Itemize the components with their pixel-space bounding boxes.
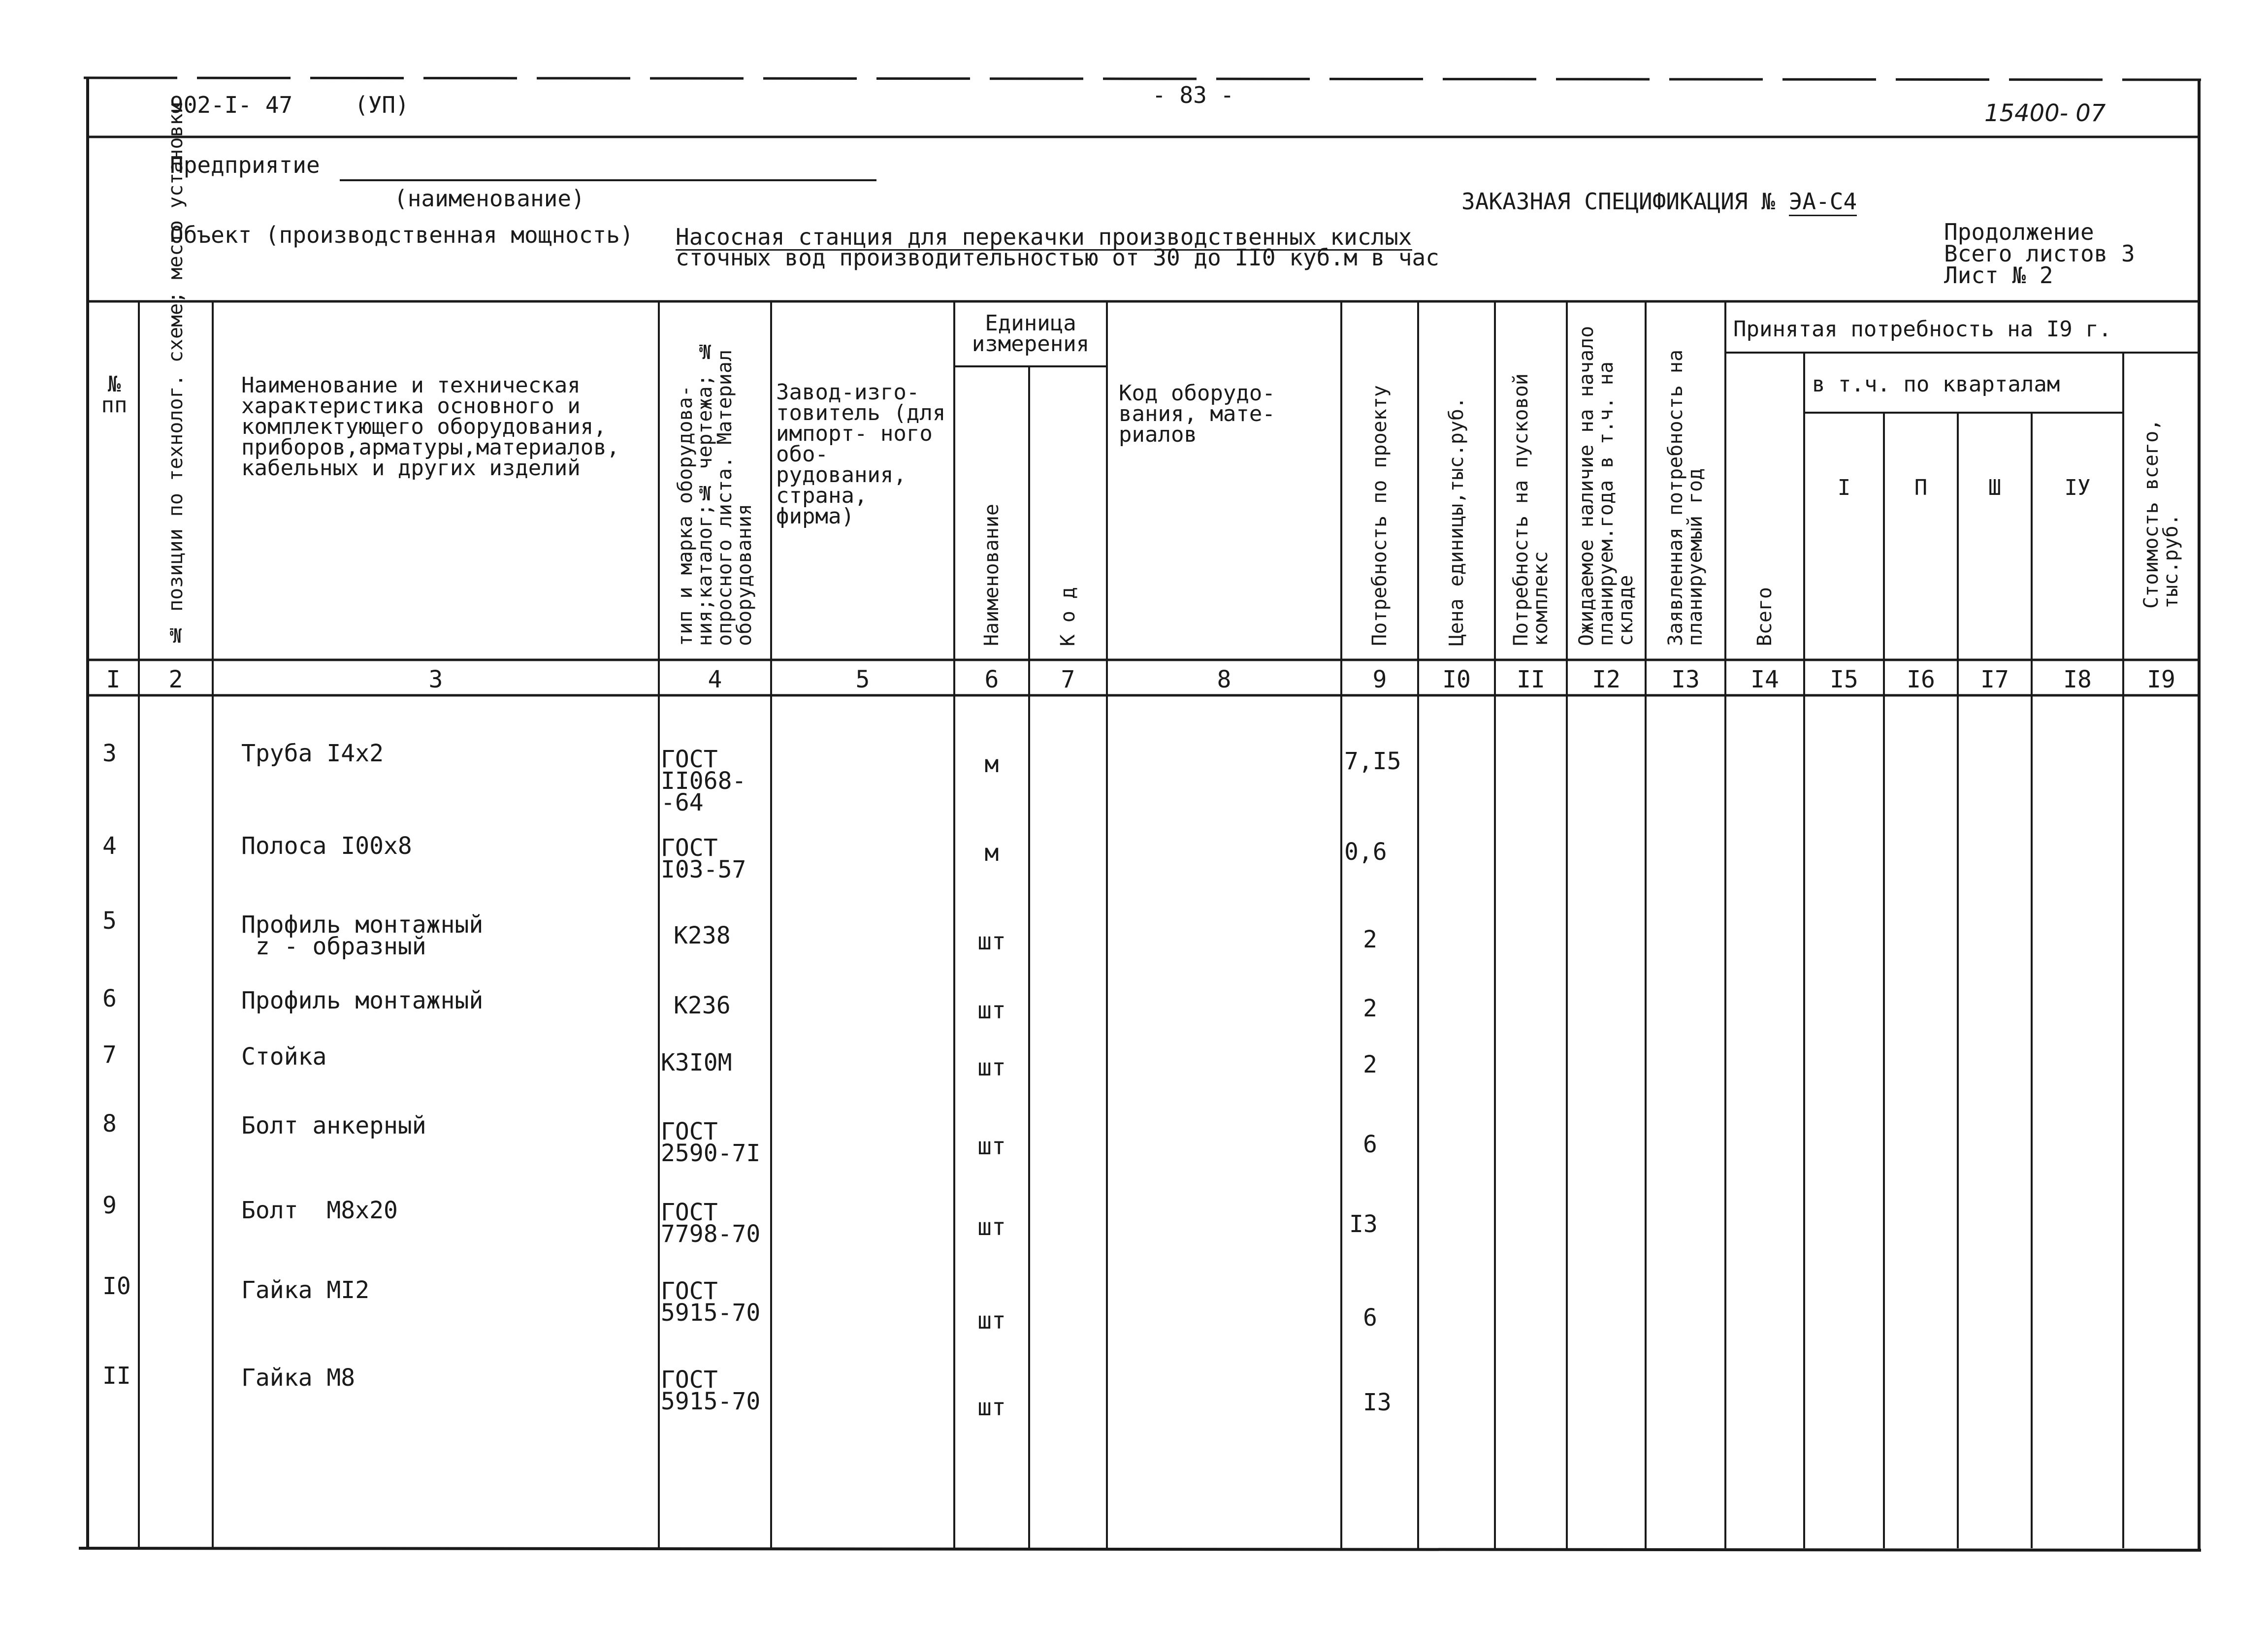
row-unit: шт (977, 997, 1006, 1024)
row-item-name: Полоса I00x8 (241, 832, 412, 860)
header-equipment-code: Код оборудо- вания, мате- риалов (1119, 381, 1275, 447)
row-quantity: 6 (1363, 1131, 1377, 1158)
row-type-brand: ГОСТ I03-57 (661, 834, 746, 883)
header-startup-need: Потребность на пусковой комплекс (1510, 373, 1552, 646)
object-label: Объект (производственная мощность) (170, 222, 634, 248)
row-unit: шт (977, 1133, 1006, 1160)
row-unit: шт (977, 1213, 1006, 1241)
row-quantity: I3 (1349, 1210, 1378, 1238)
row-unit: шт (977, 1307, 1006, 1335)
header-accepted-group: Принятая потребность на I9 г. (1733, 317, 2112, 342)
column-number-1: I (106, 666, 121, 693)
spec-number: ЭА-С4 (1789, 188, 1857, 216)
enterprise-name-line (340, 179, 876, 181)
row-number: I0 (102, 1272, 131, 1300)
row-unit: шт (977, 1394, 1006, 1421)
column-number-9: 9 (1372, 666, 1387, 693)
row-quantity: 7,I5 (1344, 748, 1401, 775)
column-number-8: 8 (1217, 666, 1231, 693)
row-item-name: Труба I4x2 (241, 740, 384, 767)
row-quantity: 0,6 (1344, 838, 1387, 866)
row-type-brand: ГОСТ 2590-7I (661, 1118, 761, 1167)
row-quantity: 2 (1363, 995, 1377, 1022)
row-unit: шт (977, 928, 1006, 955)
column-number-12: I2 (1592, 666, 1620, 693)
row-number: II (102, 1362, 131, 1390)
column-number-18: I8 (2063, 666, 2092, 693)
header-unit-price: Цена единицы,тыс.руб. (1445, 397, 1468, 646)
column-number-2: 2 (168, 666, 183, 693)
column-number-11: II (1517, 666, 1545, 693)
row-quantity: 2 (1363, 1051, 1377, 1078)
row-number: 9 (102, 1192, 117, 1219)
row-number: 6 (102, 985, 117, 1012)
column-number-10: I0 (1442, 666, 1471, 693)
page-number: - 83 - (1152, 82, 1234, 108)
column-number-7: 7 (1061, 666, 1075, 693)
row-type-brand: ГОСТ 5915-70 (661, 1366, 761, 1415)
continuation-label: Продолжение (1944, 219, 2094, 245)
header-unit-code: К о д (1057, 586, 1079, 646)
column-number-16: I6 (1907, 666, 1935, 693)
document-code: 902-I- 47 (170, 92, 293, 118)
header-declared-need: Заявленная потребность на планируемый год (1664, 349, 1707, 646)
row-item-name: Гайка МI2 (241, 1276, 370, 1304)
header-unit-name: Наименование (980, 504, 1003, 646)
row-number: 7 (102, 1041, 117, 1069)
inventory-number: 15400- 07 (1984, 99, 2106, 127)
total-sheets: Всего листов 3 (1944, 240, 2135, 267)
row-unit: м (984, 750, 999, 778)
column-number-3: 3 (428, 666, 443, 693)
row-number: 4 (102, 832, 117, 860)
row-item-name: Профиль монтажный z - образный (241, 911, 484, 960)
row-type-brand: ГОСТ 7798-70 (661, 1199, 761, 1248)
header-row-number: № пп (101, 372, 128, 418)
row-type-brand: ГОСТ II068- -64 (661, 746, 746, 816)
header-position: № позиции по технолог. схеме; место установки (164, 101, 187, 646)
header-total-cost: Стоимость всего, тыс.руб. (2140, 419, 2182, 609)
header-quarter-3: Ш (1988, 475, 2002, 500)
column-number-6: 6 (984, 666, 999, 693)
header-quarters-group: в т.ч. по кварталам (1812, 372, 2060, 397)
row-number: 3 (102, 740, 117, 767)
row-type-brand: К236 (674, 992, 731, 1019)
header-quarter-2: П (1914, 475, 1928, 500)
header-quarter-1: I (1837, 475, 1851, 500)
row-type-brand: К3I0М (661, 1049, 732, 1076)
row-item-name: Стойка (241, 1043, 327, 1071)
header-unit-group: Единица измерения (972, 311, 1090, 357)
column-number-13: I3 (1671, 666, 1700, 693)
row-item-name: Профиль монтажный (241, 987, 484, 1014)
column-number-19: I9 (2147, 666, 2175, 693)
row-quantity: 2 (1363, 926, 1377, 953)
column-number-4: 4 (708, 666, 722, 693)
object-name-line1: Насосная станция для перекачки производственных кислых (676, 224, 1412, 250)
row-number: 8 (102, 1110, 117, 1138)
column-number-17: I7 (1980, 666, 2009, 693)
header-total: Всего (1753, 586, 1776, 646)
album-number: (УП) (355, 92, 409, 118)
header-expected-stock: Ожидаемое наличие на начало планируем.года в т.ч. на складе (1575, 326, 1637, 646)
row-item-name: Болт анкерный (241, 1112, 426, 1140)
row-quantity: 6 (1363, 1304, 1377, 1332)
header-item-name: Наименование и техническая характеристика основного и комплектующего оборудования, приборов,арматуры,материалов, кабельных и других изделий (241, 373, 620, 481)
sheet-number: Лист № 2 (1944, 262, 2053, 289)
column-number-5: 5 (855, 666, 870, 693)
enterprise-name-hint: (наименование) (394, 185, 585, 212)
row-unit: шт (977, 1054, 1006, 1081)
column-number-15: I5 (1830, 666, 1858, 693)
column-number-14: I4 (1750, 666, 1779, 693)
header-type-brand: тип и марка оборудова- ния;каталог;№ чертежа; № опросного листа. Материал оборудования (674, 340, 756, 646)
header-project-need: Потребность по проекту (1368, 385, 1391, 646)
spec-title: ЗАКАЗНАЯ СПЕЦИФИКАЦИЯ № ЭА-С4 (1461, 189, 1857, 214)
row-item-name: Гайка М8 (241, 1364, 356, 1392)
row-type-brand: ГОСТ 5915-70 (661, 1277, 761, 1327)
row-unit: м (984, 839, 999, 867)
header-quarter-4: IУ (2064, 475, 2091, 500)
row-item-name: Болт М8x20 (241, 1197, 398, 1224)
header-manufacturer: Завод-изго- товитель (для импорт- ного обо- рудования, страна, фирма) (776, 380, 946, 529)
row-number: 5 (102, 907, 117, 935)
enterprise-label: Предприятие (170, 152, 320, 178)
row-quantity: I3 (1363, 1389, 1392, 1416)
row-type-brand: К238 (674, 922, 731, 949)
object-name-line2: сточных вод производительностью от 30 до II0 куб.м в час (676, 244, 1439, 271)
